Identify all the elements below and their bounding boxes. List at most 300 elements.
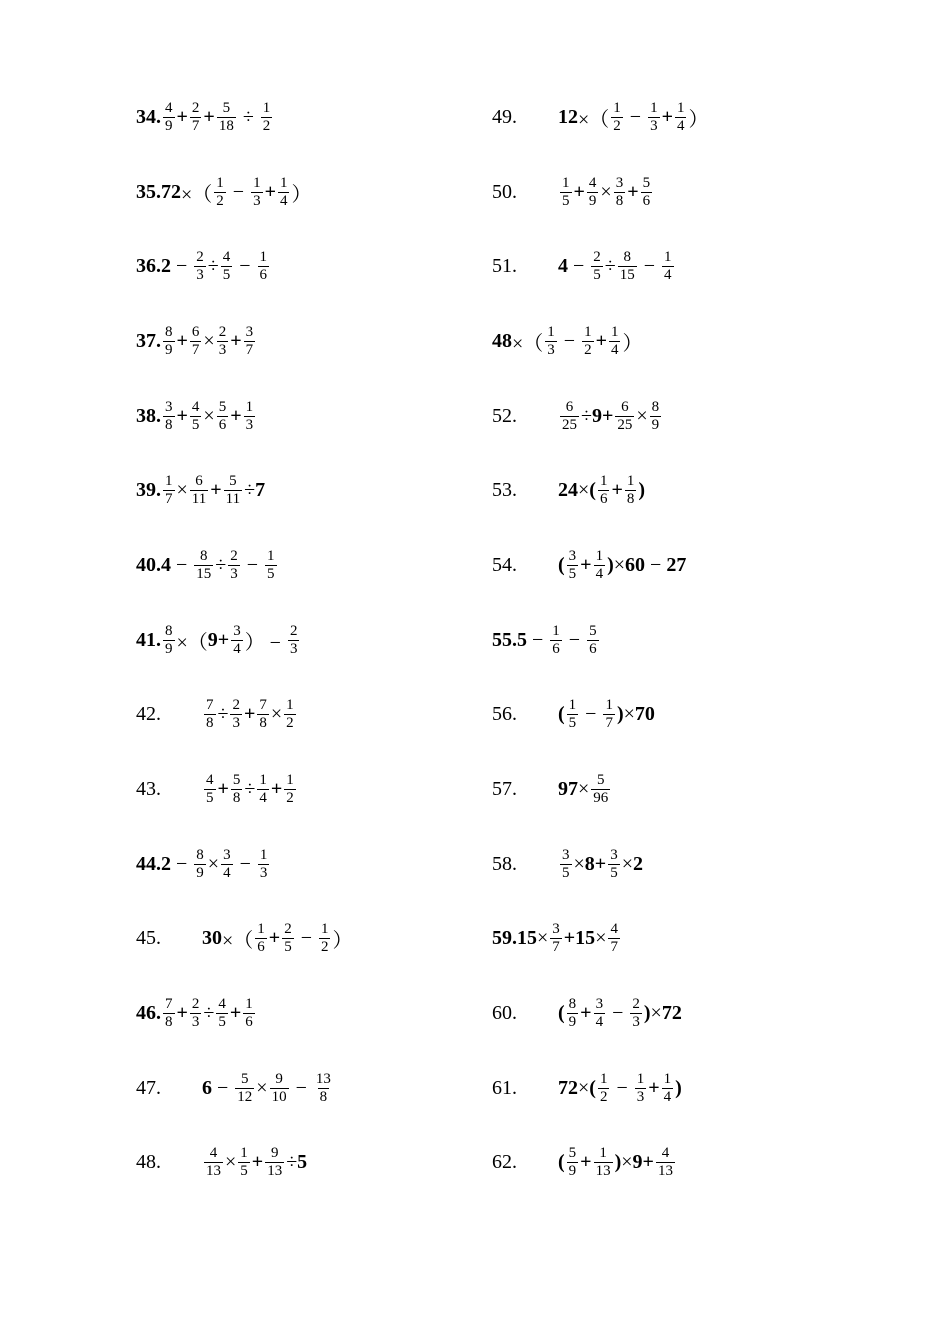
expression	[202, 1071, 335, 1106]
numerator: 1	[584, 323, 592, 340]
fraction	[194, 249, 206, 284]
fraction	[314, 1071, 333, 1106]
problem-number: 35.	[136, 180, 161, 203]
numerator: 7	[206, 697, 214, 714]
numerator: 1	[636, 1070, 645, 1087]
expression-token: ×	[636, 404, 648, 427]
denominator: 4	[663, 1088, 672, 1105]
denominator: 7	[165, 491, 173, 508]
expression	[161, 548, 279, 583]
numerator: 6	[195, 473, 203, 490]
expression-token: +	[580, 553, 592, 576]
numerator: 3	[562, 846, 570, 863]
denominator: 4	[610, 341, 619, 358]
expression	[202, 697, 298, 732]
problem-row	[136, 752, 466, 827]
denominator: 3	[547, 341, 555, 358]
denominator: 5	[206, 790, 214, 807]
expression-token: −	[568, 255, 590, 278]
fraction	[204, 697, 216, 732]
numerator: 2	[232, 697, 240, 714]
expression-token: ÷	[207, 255, 219, 278]
expression-token: 12	[558, 105, 578, 128]
expression	[492, 324, 642, 359]
expression-token: ×（	[578, 108, 610, 131]
expression-token: +	[270, 778, 283, 801]
fraction	[598, 473, 610, 508]
numerator: 1	[257, 921, 265, 938]
fraction	[284, 697, 296, 732]
problem-number: 58.	[492, 852, 517, 875]
expression-token: (	[558, 553, 565, 576]
problem-number: 41.	[136, 628, 161, 651]
denominator: 7	[552, 939, 560, 956]
denominator: 13	[267, 1163, 283, 1180]
denominator: 3	[632, 1014, 640, 1031]
expression-token: ×	[578, 1076, 590, 1099]
numerator: 4	[209, 1145, 218, 1162]
numerator: 2	[284, 921, 292, 938]
expression	[558, 772, 612, 807]
denominator: 8	[626, 491, 635, 508]
fraction	[217, 399, 229, 434]
expression-token: 5	[297, 1151, 308, 1174]
numerator: 2	[196, 249, 204, 266]
problem-row	[492, 752, 822, 827]
expression	[202, 921, 352, 956]
fraction	[190, 100, 202, 135]
numerator: 2	[632, 996, 640, 1013]
problem-row	[492, 80, 822, 155]
expression-token: −	[580, 703, 602, 726]
expression-token: (	[589, 1076, 596, 1099]
fraction	[650, 399, 662, 434]
numerator: 5	[568, 1145, 577, 1162]
fraction	[675, 100, 687, 135]
expression-token: −	[241, 553, 264, 576]
numerator: 1	[286, 697, 294, 714]
numerator: 4	[610, 921, 618, 938]
numerator: 6	[565, 398, 574, 415]
numerator: 4	[661, 1145, 670, 1162]
numerator: 1	[599, 473, 608, 490]
fraction	[550, 623, 562, 658]
problem-row	[492, 976, 822, 1051]
numerator: 2	[289, 622, 298, 639]
denominator: 5	[568, 565, 577, 582]
denominator: 8	[165, 416, 173, 433]
expression	[558, 548, 686, 583]
denominator: 5	[240, 1163, 248, 1180]
expression-token: 2	[161, 852, 171, 875]
denominator: 11	[191, 491, 207, 508]
expression-token: −	[227, 180, 250, 203]
denominator: 8	[259, 715, 267, 732]
fraction	[662, 1071, 674, 1106]
expression-token: +	[176, 404, 188, 427]
expression-token: 97	[558, 778, 578, 801]
expression-token: )	[607, 553, 614, 576]
expression-token: ÷	[244, 479, 256, 502]
problem-number: 39.	[136, 479, 161, 502]
expression-token: 9+	[207, 628, 230, 651]
expression-token: ÷	[244, 778, 256, 801]
expression	[202, 772, 298, 807]
fraction	[221, 249, 233, 284]
expression-token: 48	[492, 329, 512, 352]
fraction	[587, 623, 599, 658]
expression	[558, 1071, 682, 1106]
fraction	[648, 100, 660, 135]
denominator: 6	[642, 192, 651, 209]
fraction	[163, 399, 175, 434]
fraction	[204, 772, 216, 807]
numerator: 4	[165, 99, 173, 116]
numerator: 1	[279, 174, 288, 191]
expression-token: −	[624, 105, 647, 128]
expression-token: +	[580, 1151, 592, 1174]
problem-number: 53.	[492, 479, 517, 502]
fraction	[190, 399, 202, 434]
fraction	[257, 772, 269, 807]
expression-token: ÷	[217, 703, 229, 726]
problem-row	[136, 379, 466, 454]
expression	[558, 175, 654, 210]
expression	[517, 921, 622, 956]
problem-number: 36.	[136, 255, 161, 278]
numerator: 8	[165, 622, 173, 639]
expression-token: 60	[625, 553, 646, 576]
fraction	[194, 548, 213, 583]
fraction	[238, 1145, 250, 1180]
fraction	[257, 697, 269, 732]
expression-token: ×	[256, 1076, 268, 1099]
expression-token: +	[661, 105, 673, 128]
fraction	[270, 1071, 289, 1106]
fraction	[278, 175, 290, 210]
expression-token: ）	[291, 183, 312, 206]
denominator: 6	[259, 267, 268, 284]
denominator: 3	[196, 267, 204, 284]
expression-token: ×	[537, 927, 549, 950]
fraction	[319, 921, 331, 956]
fraction	[255, 921, 267, 956]
denominator: 5	[284, 939, 292, 956]
denominator: 3	[218, 341, 227, 358]
numerator: 3	[552, 921, 560, 938]
numerator: 3	[165, 398, 173, 415]
expression	[558, 996, 682, 1031]
expression-token: (	[558, 1002, 565, 1025]
expression-token: )	[675, 1076, 682, 1099]
numerator: 3	[568, 547, 577, 564]
right-column	[492, 80, 822, 1200]
denominator: 9	[568, 1014, 577, 1031]
problem-row	[136, 229, 466, 304]
fraction	[567, 1145, 579, 1180]
denominator: 9	[651, 416, 660, 433]
problem-row	[492, 453, 822, 528]
numerator: 13	[315, 1070, 331, 1087]
expression-token: +	[243, 703, 256, 726]
problem-number: 43.	[136, 778, 161, 801]
numerator: 1	[320, 921, 329, 938]
problem-number: 47.	[136, 1076, 161, 1099]
denominator: 6	[245, 1014, 253, 1031]
expression	[558, 697, 655, 732]
expression-token: ×	[573, 852, 585, 875]
expression	[161, 175, 311, 210]
numerator: 1	[613, 99, 621, 116]
fraction	[190, 324, 202, 359]
fraction	[545, 324, 557, 359]
problem-row	[136, 603, 466, 678]
expression-token: −	[638, 255, 661, 278]
expression	[161, 473, 265, 508]
expression-token: +	[264, 180, 276, 203]
denominator: 5	[568, 715, 577, 732]
problem-row	[492, 229, 822, 304]
numerator: 9	[270, 1145, 279, 1162]
problem-number: 46.	[136, 1002, 161, 1025]
numerator: 1	[547, 323, 555, 340]
expression-token: −	[234, 255, 256, 278]
fraction	[224, 473, 242, 508]
denominator: 6	[589, 640, 597, 657]
fraction	[560, 399, 579, 434]
expression-token: ×	[270, 703, 283, 726]
denominator: 4	[595, 1014, 604, 1031]
denominator: 9	[196, 864, 204, 881]
left-column	[136, 80, 466, 1200]
numerator: 1	[595, 547, 604, 564]
denominator: 3	[232, 715, 240, 732]
numerator: 5	[589, 622, 597, 639]
problem-number: 37.	[136, 329, 161, 352]
fraction	[261, 100, 273, 135]
expression-token: ÷	[215, 553, 227, 576]
expression-token: ×	[207, 852, 220, 875]
fraction	[598, 1071, 610, 1106]
denominator: 8	[206, 715, 214, 732]
numerator: 1	[663, 1070, 672, 1087]
expression-token: −	[171, 553, 193, 576]
numerator: 1	[259, 249, 268, 266]
numerator: 2	[191, 996, 200, 1013]
fraction	[244, 324, 256, 359]
problem-row	[492, 1051, 822, 1126]
problem-row	[136, 304, 466, 379]
denominator: 6	[599, 491, 608, 508]
expression-token: +	[203, 105, 215, 128]
expression-token: ×	[578, 479, 590, 502]
expression-token: 72	[661, 1002, 682, 1025]
expression-token: ×（	[176, 631, 208, 654]
fraction	[611, 100, 623, 135]
expression-token: 72	[161, 180, 181, 203]
expression-token: +	[176, 105, 188, 128]
expression-token: (	[589, 479, 596, 502]
fraction	[194, 847, 206, 882]
numerator: 8	[196, 846, 204, 863]
expression-token: 15	[517, 927, 537, 950]
numerator: 1	[599, 1145, 607, 1162]
denominator: 25	[617, 416, 633, 433]
expression-token: 5	[517, 628, 527, 651]
numerator: 1	[562, 174, 570, 191]
problem-row	[136, 1126, 466, 1201]
fraction	[244, 399, 256, 434]
expression	[517, 623, 601, 658]
fraction	[567, 996, 579, 1031]
expression-token: (	[558, 703, 565, 726]
denominator: 6	[257, 939, 265, 956]
denominator: 2	[286, 715, 294, 732]
numerator: 1	[253, 174, 261, 191]
expression-token: ×	[613, 553, 626, 576]
denominator: 13	[206, 1163, 221, 1180]
problem-number: 44.	[136, 852, 161, 875]
numerator: 1	[240, 1145, 248, 1162]
fraction	[662, 249, 674, 284]
expression-token: )	[643, 1002, 651, 1025]
fraction	[265, 1145, 284, 1180]
expression-token: 72	[558, 1076, 578, 1099]
problem-number: 61.	[492, 1076, 517, 1099]
numerator: 4	[222, 249, 231, 266]
expression-token: ×	[623, 703, 635, 726]
denominator: 3	[191, 1014, 200, 1031]
fraction	[163, 100, 175, 135]
numerator: 5	[241, 1070, 249, 1087]
fraction	[265, 548, 277, 583]
expression-token: −	[645, 553, 667, 576]
expression-token: ×（	[181, 183, 213, 206]
expression-token: ÷	[581, 404, 592, 427]
denominator: 96	[593, 790, 609, 807]
expression-token: −	[290, 1076, 312, 1099]
problem-number: 42.	[136, 703, 161, 726]
fraction	[641, 175, 653, 210]
denominator: 7	[191, 117, 200, 134]
numerator: 5	[222, 99, 231, 116]
expression-token: −	[607, 1002, 629, 1025]
numerator: 9	[275, 1070, 283, 1087]
numerator: 5	[218, 398, 227, 415]
numerator: 1	[216, 174, 224, 191]
denominator: 15	[619, 267, 635, 284]
numerator: 1	[599, 1070, 608, 1087]
denominator: 5	[562, 864, 570, 881]
expression-token: ）	[688, 108, 709, 131]
expression-token: 2	[632, 852, 643, 875]
expression-token: )	[614, 1151, 622, 1174]
problem-number: 56.	[492, 703, 517, 726]
expression-token: ÷	[286, 1151, 298, 1174]
expression-token: +	[217, 778, 229, 801]
fraction	[615, 399, 634, 434]
numerator: 3	[223, 846, 231, 863]
fraction	[231, 772, 243, 807]
fraction	[258, 249, 270, 284]
fraction	[251, 175, 263, 210]
expression-token: +	[627, 180, 639, 203]
denominator: 8	[319, 1088, 328, 1105]
numerator: 1	[245, 398, 254, 415]
expression-token: 30	[202, 927, 222, 950]
denominator: 4	[279, 192, 288, 209]
problem-number: 52.	[492, 404, 517, 427]
expression-token: +	[595, 329, 607, 352]
problem-number: 57.	[492, 778, 517, 801]
numerator: 6	[621, 398, 629, 415]
expression	[558, 1145, 677, 1180]
denominator: 5	[593, 267, 601, 284]
problem-number: 50.	[492, 180, 517, 203]
expression-token: 8+	[584, 852, 607, 875]
expression	[161, 324, 257, 359]
fraction	[163, 324, 175, 359]
numerator: 4	[191, 398, 200, 415]
fraction	[230, 697, 242, 732]
numerator: 1	[605, 697, 613, 714]
denominator: 4	[259, 790, 267, 807]
denominator: 5	[562, 192, 570, 209]
expression-token: ）	[622, 332, 643, 355]
numerator: 5	[642, 174, 651, 191]
expression	[161, 623, 301, 658]
denominator: 4	[664, 267, 672, 284]
problem-number: 60.	[492, 1002, 517, 1025]
expression-token: −	[563, 628, 586, 651]
denominator: 4	[223, 864, 231, 881]
fraction	[163, 473, 175, 508]
denominator: 18	[218, 117, 234, 134]
problem-row	[492, 902, 822, 977]
expression-token: ×	[203, 404, 215, 427]
numerator: 1	[165, 473, 173, 490]
expression-token: (	[558, 1151, 565, 1174]
numerator: 2	[218, 323, 227, 340]
numerator: 1	[267, 547, 275, 564]
problem-number: 55.	[492, 628, 517, 651]
fraction	[609, 324, 621, 359]
expression-token: −	[171, 255, 193, 278]
fraction	[618, 249, 637, 284]
problem-number: 54.	[492, 553, 517, 576]
denominator: 5	[218, 1014, 226, 1031]
expression-token: +	[210, 479, 222, 502]
expression-token: +	[573, 180, 585, 203]
expression-token: ）	[332, 930, 353, 953]
denominator: 3	[259, 864, 268, 881]
problem-row	[136, 453, 466, 528]
problem-number: 34.	[136, 105, 161, 128]
numerator: 3	[615, 174, 624, 191]
denominator: 15	[196, 565, 212, 582]
expression-token: −	[295, 927, 317, 950]
fraction	[284, 772, 296, 807]
numerator: 1	[568, 697, 577, 714]
problem-row	[492, 528, 822, 603]
fraction	[603, 697, 615, 732]
fraction	[163, 996, 175, 1031]
problem-number: 48.	[136, 1151, 161, 1174]
expression-token: +	[176, 1002, 188, 1025]
numerator: 4	[206, 772, 214, 789]
denominator: 3	[289, 640, 298, 657]
expression	[161, 399, 257, 434]
